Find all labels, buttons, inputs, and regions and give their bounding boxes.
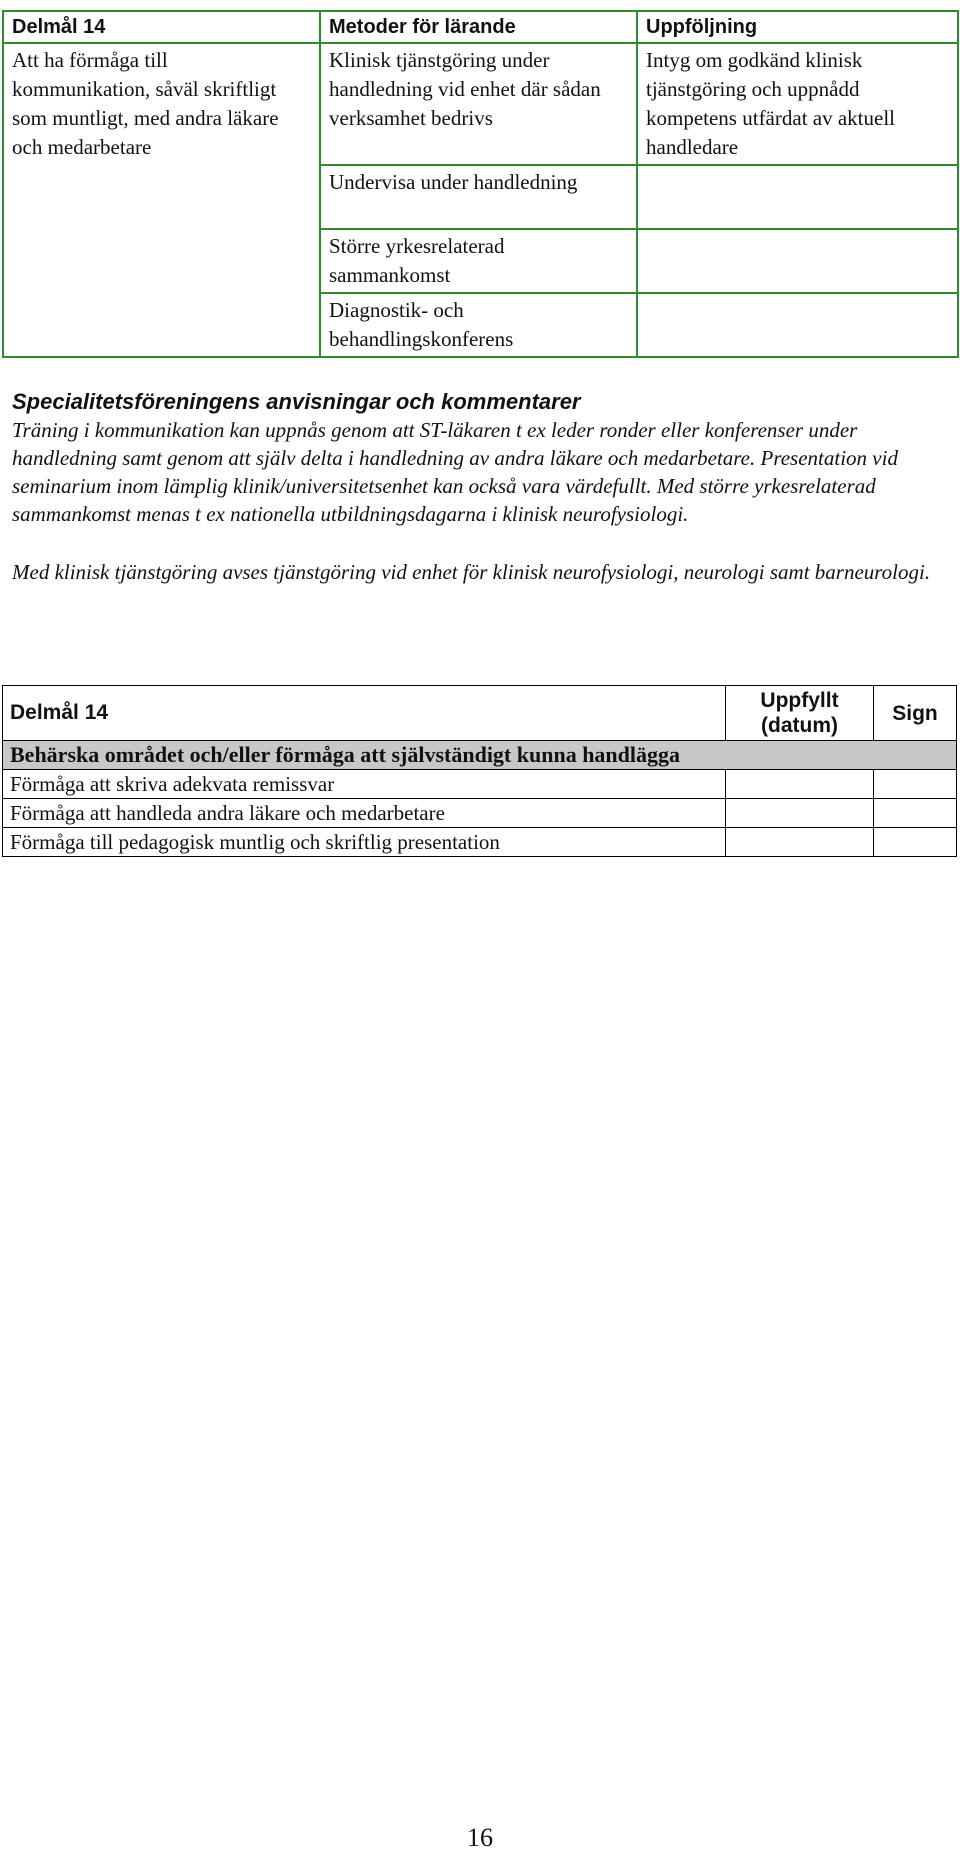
- checklist-title: Delmål 14: [3, 686, 726, 741]
- sign-cell[interactable]: [874, 770, 957, 799]
- followup-header: Uppföljning: [637, 11, 958, 43]
- goal-header: Delmål 14: [3, 11, 320, 43]
- method-item: Större yrkesrelaterad sammankomst: [320, 229, 637, 293]
- followup-empty-cell: [637, 165, 958, 229]
- checklist-row: [3, 770, 957, 799]
- goal-table-header-row: [3, 11, 958, 43]
- page-number: 16: [467, 1823, 493, 1852]
- checklist-section-title: Behärska området och/eller förmåga att självständigt kunna handlägga: [3, 741, 957, 770]
- goal-text: Att ha förmåga till kommunikation, såväl skriftligt som muntligt, med andra läkare och medarbetare: [3, 43, 320, 357]
- followup-empty-cell: [637, 229, 958, 293]
- sign-cell[interactable]: [874, 828, 957, 857]
- checklist-section-row: [3, 741, 957, 770]
- followup-empty-cell: [637, 293, 958, 357]
- comments-heading: Specialitetsföreningens anvisningar och kommentarer: [12, 389, 581, 414]
- checklist-header-row: [3, 686, 957, 741]
- fulfilled-date-cell[interactable]: [726, 828, 874, 857]
- comments-paragraph: Träning i kommunikation kan uppnås genom att ST-läkaren t ex leder ronder eller konferenser under handledning samt genom att själv delta i handledning av andra läkare och medarbetare. Presentation vid seminarium inom lämplig klinik/universitetsenhet kan också vara värdefullt. Med större yrkesrelaterad sammankomst menas t ex nationella utbildningsdagarna i klinisk neurofysiologi.: [12, 418, 898, 526]
- comments-section: [12, 388, 952, 586]
- fulfilled-date-cell[interactable]: [726, 799, 874, 828]
- sign-header: Sign: [874, 686, 957, 741]
- fulfilled-header: Uppfyllt (datum): [726, 686, 874, 741]
- checklist-item-label: Förmåga att handleda andra läkare och medarbetare: [3, 799, 726, 828]
- fulfilled-date-cell[interactable]: [726, 770, 874, 799]
- checklist-row: [3, 799, 957, 828]
- sign-cell[interactable]: [874, 799, 957, 828]
- checklist-item-label: Förmåga att skriva adekvata remissvar: [3, 770, 726, 799]
- followup-text: Intyg om godkänd klinisk tjänstgöring och uppnådd kompetens utfärdat av aktuell handledare: [637, 43, 958, 165]
- goal-table: [2, 10, 959, 358]
- method-item: Diagnostik- och behandlingskonferens: [320, 293, 637, 357]
- methods-header: Metoder för lärande: [320, 11, 637, 43]
- method-item: Klinisk tjänstgöring under handledning vid enhet där sådan verksamhet bedrivs: [320, 43, 637, 165]
- checklist-item-label: Förmåga till pedagogisk muntlig och skriftlig presentation: [3, 828, 726, 857]
- comments-paragraph: Med klinisk tjänstgöring avses tjänstgöring vid enhet för klinisk neurofysiologi, neurologi samt barneurologi.: [12, 560, 931, 584]
- checklist-table: [2, 685, 957, 857]
- checklist-row: [3, 828, 957, 857]
- method-item: Undervisa under handledning: [320, 165, 637, 229]
